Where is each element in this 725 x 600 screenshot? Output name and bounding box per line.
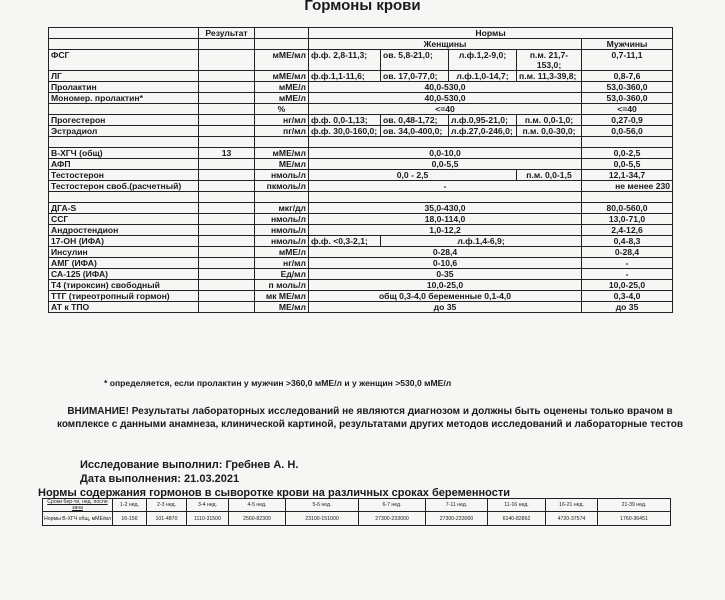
table-header-row	[49, 28, 673, 39]
pregnancy-header-row: Сроки бер-ти, нед. после зача 1-2 нед. 2-3 нед. 3-4 нед. 4-5 нед. 5-6 нед. 6-7 нед. 7-11 нед. 11-16 нед. 16-21 нед. 21-39 нед.	[43, 499, 671, 512]
table-row: Инсулин мМЕ/л 0-28,4 0-28,4	[49, 247, 673, 258]
table-row: СА-125 (ИФА) Ед/мл 0-35 -	[49, 269, 673, 280]
table-row: АМГ (ИФА) нг/мл 0-10,6 -	[49, 258, 673, 269]
table-row: АТ к ТПО МЕ/мл до 35 до 35	[49, 302, 673, 313]
page-title: Гормоны крови	[304, 0, 421, 14]
table-row: АФП МЕ/мл 0,0-5,5 0,0-5,5	[49, 159, 673, 170]
warning-text: ВНИМАНИЕ! Результаты лабораторных исследований не являются диагнозом и должны быть оценены только врачом в комплексе с данными анамнеза, клинической картиной, результатами других методов исследований и лабораторные тестов	[56, 406, 684, 430]
table-row: ФСГ мМЕ/мл ф.ф. 2,8-11,3; ов. 5,8-21,0; л.ф.1,2-9,0; п.м. 21,7-153,0; 0,7-11,1	[49, 50, 673, 71]
table-row: Эстрадиол пг/мл ф.ф. 30,0-160,0; ов. 34,0-400,0; л.ф.27,0-246,0; п.м. 0,0-30,0; 0,0-56,0	[49, 126, 673, 137]
pregnancy-header-label: Сроки бер-ти, нед. после зача	[43, 499, 113, 512]
table-row: Мономер. пролактин* мМЕ/л 40,0-530,0 53,0-360,0	[49, 93, 673, 104]
norms-header: Нормы	[309, 28, 673, 39]
table-row: Тестостерон нмоль/л 0,0 - 2,5 п.м. 0,0-1,5 12,1-34,7	[49, 170, 673, 181]
table-row: ДГА-S мкг/дл 35,0-430,0 80,0-560,0	[49, 203, 673, 214]
table-subheader-row	[49, 39, 673, 50]
table-row: ЛГ мМЕ/мл ф.ф.1,1-11,6; ов. 17,0-77,0; л.ф.1,0-14,7; п.м. 11,3-39,8; 0,8-7,6	[49, 71, 673, 82]
pregnancy-values-row: Нормы В-ХГЧ общ, мМЕ/мл 16-156 101-4870 1110-31500 2560-82300 23100-151000 27300-233000 27300-233000 6140-82862 4720-37574 1760-36451	[43, 512, 671, 526]
table-row: % <=40 <=40	[49, 104, 673, 115]
table-row: Тестостерон своб.(расчетный) пкмоль/л - не менее 230	[49, 181, 673, 192]
execution-date: Дата выполнения: 21.03.2021	[80, 473, 240, 485]
table-row: В-ХГЧ (общ) 13 мМЕ/мл 0,0-10,0 0,0-2,5	[49, 148, 673, 159]
footnote: * определяется, если пролактин у мужчин >360,0 мМЕ/л и у женщин >530,0 мМЕ/л	[104, 378, 452, 388]
pregnancy-table	[42, 498, 671, 526]
result-header: Результат	[199, 28, 255, 39]
table-row: ТТГ (тиреотропный гормон) мк МЕ/мл общ 0,3-4,0 беременные 0,1-4,0 0,3-4,0	[49, 291, 673, 302]
performed-by: Исследование выполнил: Гребнев А. Н.	[80, 459, 299, 471]
women-header: Женщины	[309, 39, 582, 50]
pregnancy-row-label: Нормы В-ХГЧ общ, мМЕ/мл	[43, 512, 113, 526]
table-row: 17-ОН (ИФА) нмоль/л ф.ф. <0,3-2,1; л.ф.1,4-6,9; 0,4-8,3	[49, 236, 673, 247]
table-row: ССГ нмоль/л 18,0-114,0 13,0-71,0	[49, 214, 673, 225]
table-row: Прогестерон нг/мл ф.ф. 0,0-1,13; ов. 0,48-1,72; л.ф.0,95-21,0; п.м. 0,0-1,0; 0,27-0,9	[49, 115, 673, 126]
hcg-result-value: 13	[199, 148, 255, 159]
table-row: Т4 (тироксин) свободный п моль/л 10,0-25,0 10,0-25,0	[49, 280, 673, 291]
table-row: Андростендион нмоль/л 1,0-12,2 2,4-12,6	[49, 225, 673, 236]
hormone-table	[48, 27, 673, 313]
table-row: Пролактин мМЕ/л 40,0-530,0 53,0-360,0	[49, 82, 673, 93]
pregnancy-table-title: Нормы содержания гормонов в сыворотке крови на различных сроках беременности	[38, 487, 510, 499]
men-header: Мужчины	[582, 39, 673, 50]
